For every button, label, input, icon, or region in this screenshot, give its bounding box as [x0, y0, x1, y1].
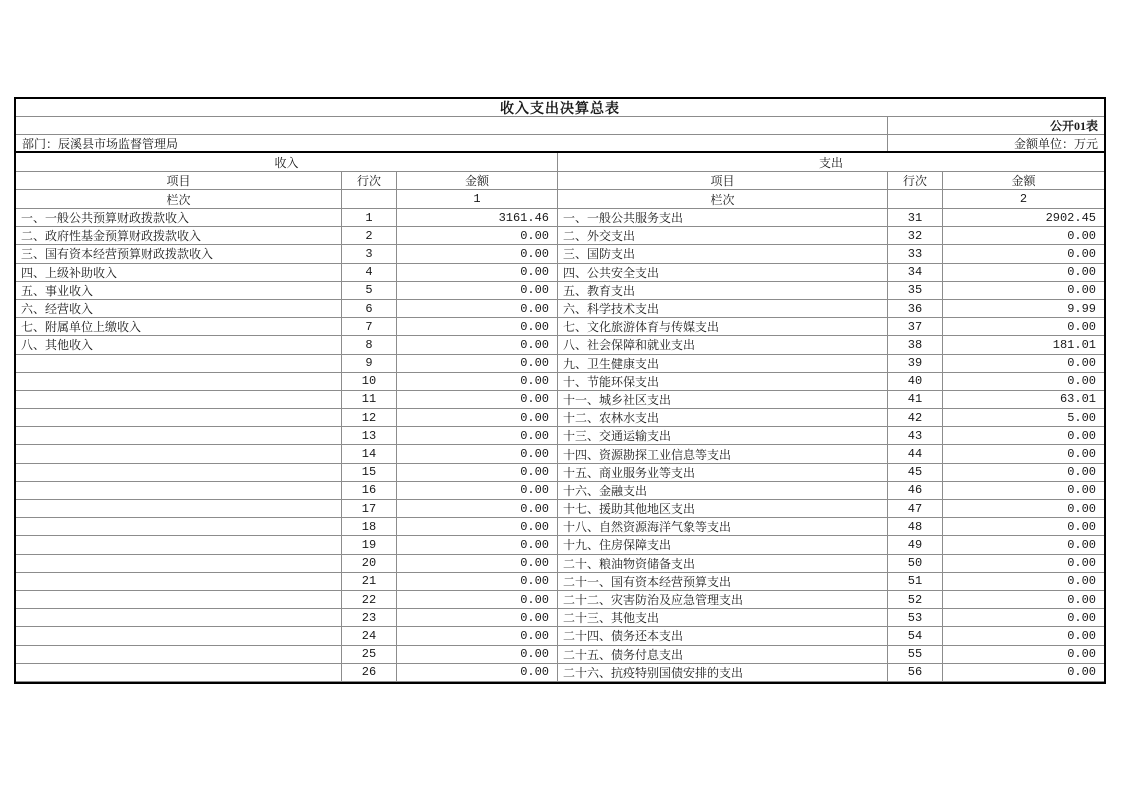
income-amount-cell: 0.00 — [520, 410, 549, 425]
expense-panel — [558, 153, 1104, 682]
table-row — [558, 245, 1104, 263]
expense-line-cell: 54 — [888, 627, 943, 644]
form-row-right-cell — [888, 117, 1104, 134]
table-row — [16, 300, 557, 318]
income-amount-cell: 0.00 — [520, 483, 549, 498]
income-line-cell: 15 — [342, 464, 397, 481]
income-amount-cell: 0.00 — [520, 265, 549, 280]
income-line-cell: 14 — [342, 445, 397, 462]
income-col-item-header: 项目 — [16, 172, 342, 189]
income-amount-cell: 0.00 — [520, 392, 549, 407]
income-panel — [16, 153, 558, 682]
table-row — [558, 427, 1104, 445]
income-item-cell — [16, 391, 342, 408]
income-column-header-row — [16, 172, 557, 190]
table-row — [558, 646, 1104, 664]
table-row — [558, 282, 1104, 300]
income-line-cell: 21 — [342, 573, 397, 590]
income-amount-cell: 0.00 — [520, 519, 549, 534]
expense-amount-cell: 0.00 — [1067, 556, 1096, 571]
expense-item-cell: 二十三、其他支出 — [558, 609, 888, 626]
income-lanci-line-cell — [342, 190, 397, 208]
expense-amount-cell: 0.00 — [1067, 537, 1096, 552]
unit-label: 金额单位：万元 — [1013, 136, 1098, 151]
table-row — [16, 355, 557, 373]
table-body — [16, 153, 1104, 682]
expense-item-cell: 二十六、抗疫特别国债安排的支出 — [558, 664, 888, 681]
income-amount-cell: 0.00 — [520, 447, 549, 462]
income-line-cell: 12 — [342, 409, 397, 426]
expense-item-cell: 十七、援助其他地区支出 — [558, 500, 888, 517]
table-row — [16, 627, 557, 645]
expense-amount-cell: 0.00 — [1067, 319, 1096, 334]
expense-amount-cell: 0.00 — [1067, 374, 1096, 389]
expense-amount-cell: 0.00 — [1067, 501, 1096, 516]
income-col-amount-header: 金额 — [464, 174, 489, 188]
income-item-cell: 二、政府性基金预算财政拨款收入 — [16, 227, 342, 244]
expense-line-cell: 46 — [888, 482, 943, 499]
income-line-cell: 17 — [342, 500, 397, 517]
form-row-left-cell — [16, 117, 888, 134]
expense-amount-cell: 0.00 — [1067, 428, 1096, 443]
income-line-cell: 26 — [342, 664, 397, 681]
table-row — [558, 445, 1104, 463]
expense-item-cell: 四、公共安全支出 — [558, 264, 888, 281]
income-lanci-row — [16, 190, 557, 209]
table-row — [16, 264, 557, 282]
table-row — [558, 482, 1104, 500]
table-row — [16, 409, 557, 427]
expense-item-cell: 二十二、灾害防治及应急管理支出 — [558, 591, 888, 608]
table-row — [558, 664, 1104, 682]
expense-section-header: 支出 — [558, 153, 1104, 172]
expense-item-cell: 十二、农林水支出 — [558, 409, 888, 426]
income-line-cell: 23 — [342, 609, 397, 626]
expense-line-cell: 43 — [888, 427, 943, 444]
expense-item-cell: 二、外交支出 — [558, 227, 888, 244]
table-row — [558, 555, 1104, 573]
expense-line-cell: 51 — [888, 573, 943, 590]
table-row — [16, 282, 557, 300]
expense-item-cell: 五、教育支出 — [558, 282, 888, 299]
expense-item-cell: 十三、交通运输支出 — [558, 427, 888, 444]
expense-line-cell: 45 — [888, 464, 943, 481]
income-amount-cell: 0.00 — [520, 301, 549, 316]
table-row — [16, 646, 557, 664]
expense-lanci-row — [558, 190, 1104, 209]
table-row — [558, 500, 1104, 518]
expense-line-cell: 33 — [888, 245, 943, 262]
expense-line-cell: 49 — [888, 536, 943, 553]
income-item-cell: 三、国有资本经营预算财政拨款收入 — [16, 245, 342, 262]
expense-item-cell: 十、节能环保支出 — [558, 373, 888, 390]
table-row — [558, 609, 1104, 627]
expense-line-cell: 37 — [888, 318, 943, 335]
form-number-row — [16, 117, 1104, 135]
income-line-cell: 10 — [342, 373, 397, 390]
income-amount-cell: 0.00 — [520, 319, 549, 334]
income-line-cell: 6 — [342, 300, 397, 317]
expense-line-cell: 44 — [888, 445, 943, 462]
income-line-cell: 11 — [342, 391, 397, 408]
expense-amount-cell: 0.00 — [1067, 610, 1096, 625]
income-line-cell: 13 — [342, 427, 397, 444]
income-amount-cell: 0.00 — [520, 665, 549, 680]
income-item-cell — [16, 627, 342, 644]
table-row — [16, 445, 557, 463]
expense-item-cell: 一、一般公共服务支出 — [558, 209, 888, 226]
income-amount-cell: 0.00 — [520, 246, 549, 261]
income-line-cell: 4 — [342, 264, 397, 281]
table-row — [558, 355, 1104, 373]
expense-line-cell: 50 — [888, 555, 943, 572]
income-item-cell — [16, 373, 342, 390]
expense-amount-cell: 0.00 — [1067, 246, 1096, 261]
table-row — [558, 318, 1104, 336]
expense-line-cell: 35 — [888, 282, 943, 299]
table-row — [16, 555, 557, 573]
income-amount-cell: 0.00 — [520, 228, 549, 243]
table-row — [558, 264, 1104, 282]
table-row — [558, 591, 1104, 609]
table-row — [558, 536, 1104, 554]
expense-rows — [558, 209, 1104, 682]
income-line-cell: 19 — [342, 536, 397, 553]
expense-amount-cell: 0.00 — [1067, 465, 1096, 480]
expense-line-cell: 32 — [888, 227, 943, 244]
income-line-cell: 22 — [342, 591, 397, 608]
table-row — [16, 518, 557, 536]
income-line-cell: 16 — [342, 482, 397, 499]
income-item-cell — [16, 591, 342, 608]
expense-item-cell: 十四、资源勘探工业信息等支出 — [558, 445, 888, 462]
expense-line-cell: 39 — [888, 355, 943, 372]
table-row — [16, 609, 557, 627]
income-item-cell: 七、附属单位上缴收入 — [16, 318, 342, 335]
table-row — [558, 627, 1104, 645]
table-row — [558, 391, 1104, 409]
table-row — [16, 536, 557, 554]
expense-amount-cell: 0.00 — [1067, 592, 1096, 607]
income-line-cell: 7 — [342, 318, 397, 335]
final-accounts-table — [14, 97, 1106, 684]
expense-line-cell: 47 — [888, 500, 943, 517]
expense-line-cell: 40 — [888, 373, 943, 390]
income-amount-cell: 0.00 — [520, 501, 549, 516]
expense-item-cell: 十五、商业服务业等支出 — [558, 464, 888, 481]
income-line-cell: 5 — [342, 282, 397, 299]
expense-item-cell: 十六、金融支出 — [558, 482, 888, 499]
expense-amount-cell: 0.00 — [1067, 574, 1096, 589]
expense-column-header-row — [558, 172, 1104, 190]
income-item-cell — [16, 664, 342, 681]
income-amount-cell: 0.00 — [520, 647, 549, 662]
income-item-cell — [16, 500, 342, 517]
income-item-cell — [16, 445, 342, 462]
income-amount-cell: 0.00 — [520, 592, 549, 607]
expense-item-cell: 十八、自然资源海洋气象等支出 — [558, 518, 888, 535]
income-line-cell: 18 — [342, 518, 397, 535]
table-row — [558, 518, 1104, 536]
income-amount-cell: 0.00 — [520, 610, 549, 625]
table-row — [16, 245, 557, 263]
expense-amount-cell: 0.00 — [1067, 647, 1096, 662]
expense-item-cell: 二十四、债务还本支出 — [558, 627, 888, 644]
expense-amount-cell: 181.01 — [1052, 337, 1096, 352]
income-lanci-number: 1 — [473, 192, 481, 206]
table-row — [16, 591, 557, 609]
table-row — [16, 573, 557, 591]
expense-item-cell: 二十五、债务付息支出 — [558, 646, 888, 663]
expense-line-cell: 56 — [888, 664, 943, 681]
expense-line-cell: 38 — [888, 336, 943, 353]
table-row — [558, 373, 1104, 391]
expense-line-cell: 48 — [888, 518, 943, 535]
income-item-cell — [16, 573, 342, 590]
expense-item-cell: 十一、城乡社区支出 — [558, 391, 888, 408]
income-line-cell: 2 — [342, 227, 397, 244]
expense-amount-cell: 2902.45 — [1045, 210, 1096, 225]
table-row — [558, 227, 1104, 245]
department-row — [16, 135, 1104, 153]
income-line-cell: 8 — [342, 336, 397, 353]
table-row — [558, 573, 1104, 591]
expense-line-cell: 55 — [888, 646, 943, 663]
table-title: 收入支出决算总表 — [16, 99, 1104, 117]
income-rows — [16, 209, 557, 682]
expense-lanci-label: 栏次 — [558, 190, 888, 208]
expense-amount-cell: 9.99 — [1067, 301, 1096, 316]
table-row — [16, 482, 557, 500]
table-row — [558, 336, 1104, 354]
income-amount-cell: 0.00 — [520, 556, 549, 571]
income-item-cell: 四、上级补助收入 — [16, 264, 342, 281]
form-number-label: 公开01表 — [1049, 119, 1098, 133]
expense-amount-cell: 0.00 — [1067, 265, 1096, 280]
income-item-cell — [16, 646, 342, 663]
income-item-cell: 一、一般公共预算财政拨款收入 — [16, 209, 342, 226]
income-item-cell — [16, 427, 342, 444]
table-row — [16, 500, 557, 518]
expense-item-cell: 九、卫生健康支出 — [558, 355, 888, 372]
table-row — [558, 464, 1104, 482]
expense-line-cell: 31 — [888, 209, 943, 226]
table-row — [16, 373, 557, 391]
income-lanci-label: 栏次 — [16, 190, 342, 208]
income-line-cell: 24 — [342, 627, 397, 644]
expense-lanci-line-cell — [888, 190, 943, 208]
income-item-cell — [16, 355, 342, 372]
expense-amount-cell: 0.00 — [1067, 483, 1096, 498]
expense-col-amount-header: 金额 — [1011, 174, 1036, 188]
expense-col-item-header: 项目 — [558, 172, 888, 189]
expense-line-cell: 42 — [888, 409, 943, 426]
expense-item-cell: 二十一、国有资本经营预算支出 — [558, 573, 888, 590]
income-item-cell — [16, 555, 342, 572]
expense-item-cell: 三、国防支出 — [558, 245, 888, 262]
expense-item-cell: 二十、粮油物资储备支出 — [558, 555, 888, 572]
expense-amount-cell: 0.00 — [1067, 665, 1096, 680]
income-line-cell: 20 — [342, 555, 397, 572]
table-row — [16, 391, 557, 409]
expense-item-cell: 八、社会保障和就业支出 — [558, 336, 888, 353]
table-row — [16, 427, 557, 445]
income-amount-cell: 0.00 — [520, 283, 549, 298]
income-section-header: 收入 — [16, 153, 557, 172]
table-row — [16, 209, 557, 227]
table-row — [16, 336, 557, 354]
income-line-cell: 1 — [342, 209, 397, 226]
expense-line-cell: 53 — [888, 609, 943, 626]
expense-line-cell: 41 — [888, 391, 943, 408]
income-item-cell — [16, 518, 342, 535]
table-row — [558, 409, 1104, 427]
income-amount-cell: 0.00 — [520, 356, 549, 371]
department-label: 部门：辰溪县市场监督管理局 — [16, 135, 888, 151]
expense-line-cell: 34 — [888, 264, 943, 281]
income-line-cell: 25 — [342, 646, 397, 663]
income-item-cell — [16, 409, 342, 426]
income-amount-cell: 0.00 — [520, 574, 549, 589]
income-item-cell: 六、经营收入 — [16, 300, 342, 317]
income-amount-cell: 0.00 — [520, 628, 549, 643]
income-amount-cell: 3161.46 — [498, 210, 549, 225]
table-row — [558, 300, 1104, 318]
table-row — [16, 464, 557, 482]
expense-amount-cell: 0.00 — [1067, 356, 1096, 371]
expense-amount-cell: 0.00 — [1067, 628, 1096, 643]
expense-line-cell: 52 — [888, 591, 943, 608]
income-col-line-header: 行次 — [342, 172, 397, 189]
expense-amount-cell: 5.00 — [1067, 410, 1096, 425]
income-amount-cell: 0.00 — [520, 537, 549, 552]
income-amount-cell: 0.00 — [520, 428, 549, 443]
income-amount-cell: 0.00 — [520, 337, 549, 352]
income-item-cell — [16, 482, 342, 499]
expense-amount-cell: 63.01 — [1059, 392, 1096, 407]
income-line-cell: 9 — [342, 355, 397, 372]
expense-lanci-number: 2 — [1019, 192, 1028, 206]
expense-item-cell: 六、科学技术支出 — [558, 300, 888, 317]
table-row — [16, 318, 557, 336]
expense-amount-cell: 0.00 — [1067, 228, 1096, 243]
table-row — [16, 227, 557, 245]
income-item-cell: 五、事业收入 — [16, 282, 342, 299]
table-row — [558, 209, 1104, 227]
table-row — [16, 664, 557, 682]
income-item-cell — [16, 609, 342, 626]
expense-col-line-header: 行次 — [888, 172, 943, 189]
expense-line-cell: 36 — [888, 300, 943, 317]
income-amount-cell: 0.00 — [520, 465, 549, 480]
expense-amount-cell: 0.00 — [1067, 447, 1096, 462]
income-item-cell: 八、其他收入 — [16, 336, 342, 353]
expense-amount-cell: 0.00 — [1067, 283, 1096, 298]
expense-amount-cell: 0.00 — [1067, 519, 1096, 534]
expense-item-cell: 七、文化旅游体育与传媒支出 — [558, 318, 888, 335]
expense-item-cell: 十九、住房保障支出 — [558, 536, 888, 553]
income-amount-cell: 0.00 — [520, 374, 549, 389]
income-line-cell: 3 — [342, 245, 397, 262]
income-item-cell — [16, 464, 342, 481]
income-item-cell — [16, 536, 342, 553]
